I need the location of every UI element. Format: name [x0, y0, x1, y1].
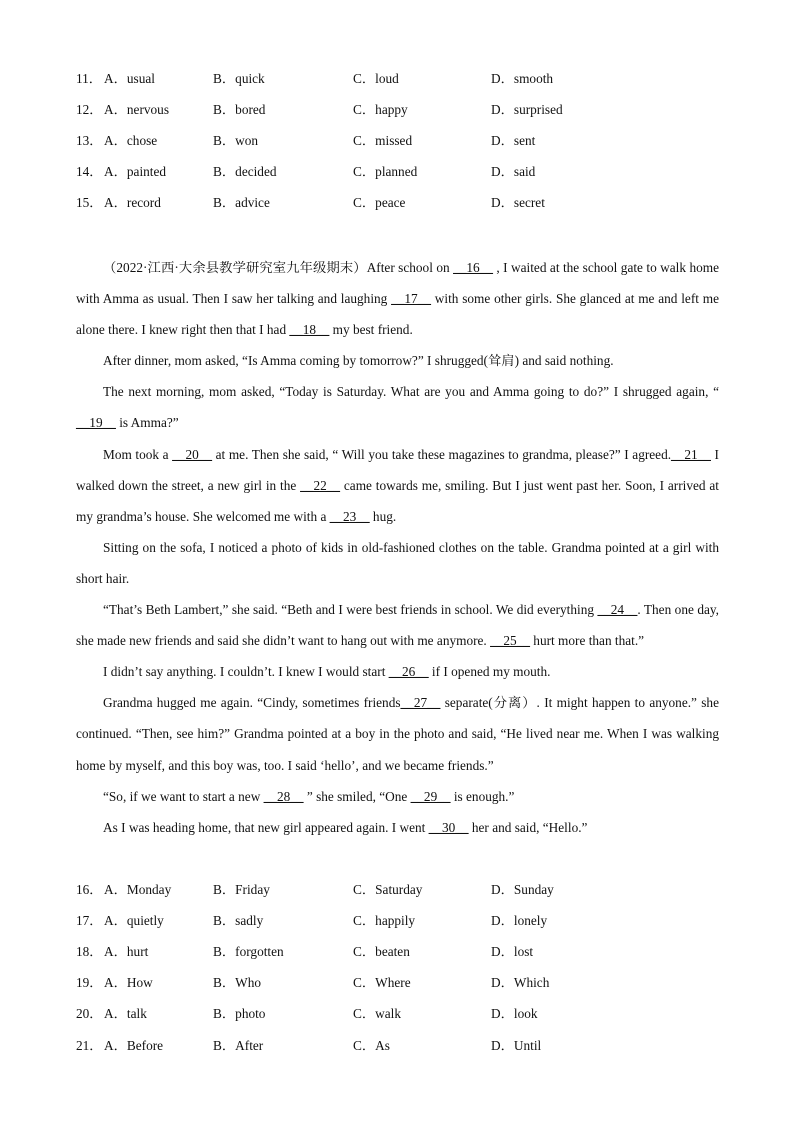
source-label: （2022·江西·大余县教学研究室九年级期末）: [103, 260, 367, 275]
blank-29: __29__: [410, 788, 451, 804]
option-d: D．sent: [491, 133, 536, 149]
question-number: 12．: [76, 102, 103, 118]
question-number: 17．: [76, 913, 103, 929]
option-c: C．Saturday: [353, 882, 423, 897]
question-number: 18．: [76, 944, 103, 960]
text: “That’s Beth Lambert,” she said. “Beth and I were best friends in school. We did everything: [103, 602, 598, 618]
option-c: C．missed: [353, 133, 413, 149]
question-number: 19．: [76, 975, 103, 991]
blank-16: __16__: [453, 260, 493, 275]
option-c: C．happy: [353, 102, 408, 118]
question-number: 14．: [76, 164, 103, 180]
blank-19: __19__: [76, 415, 116, 431]
blank-21: __21__: [671, 446, 711, 462]
option-a: A．nervous: [104, 102, 169, 118]
text: hurt more than that.”: [529, 633, 645, 649]
text: with some other girls. She glanced at me and left me alone there. I knew right then that I had: [76, 291, 719, 338]
text: As I was heading home, that new girl appeared again. I went: [103, 819, 429, 835]
blank-20: __20__: [172, 446, 213, 462]
text: . Then one day, she made new friends and said she didn’t want to hang out with me anymore.: [76, 602, 719, 649]
text: my best friend.: [329, 322, 413, 338]
option-b: B．bored: [213, 102, 266, 118]
text: I walked down the street, a new girl in the: [76, 446, 719, 493]
paragraph-9: [76, 781, 719, 812]
text: After school on: [366, 260, 454, 275]
option-d: D．said: [491, 164, 536, 180]
option-a: A．chose: [104, 133, 158, 149]
text: is enough.”: [450, 788, 515, 804]
blank-25: __25__: [490, 633, 530, 649]
text: separate(分离）. It might happen to anyone.” she continued. “Then, see him?” Grandma pointed at a boy in the photo and said, “He lived near me. When I was walking home by myself, and this boy was, too. I said ‘hello’, and we became friends.”: [76, 695, 719, 773]
question-number: 11．: [76, 71, 103, 86]
option-a: A．usual: [104, 71, 155, 86]
option-b: B．Friday: [213, 882, 270, 897]
option-b: B．After: [213, 1037, 264, 1053]
option-b: B．quick: [213, 71, 265, 86]
text: is Amma?”: [115, 415, 179, 431]
option-a: A．Monday: [104, 882, 172, 897]
option-b: B．sadly: [213, 913, 264, 929]
text: her and said, “Hello.”: [468, 819, 588, 835]
paragraph-5: Sitting on the sofa, I noticed a photo of kids in old-fashioned clothes on the table. Grandma pointed at a girl with short hair.: [76, 539, 719, 586]
blank-22: __22__: [300, 477, 341, 493]
blank-18: __18__: [289, 322, 330, 338]
paragraph-8: [76, 687, 719, 780]
text: The next morning, mom asked, “Today is Saturday. What are you and Amma going to do?” I shrugged again, “: [103, 384, 719, 400]
option-a: A．record: [104, 195, 161, 211]
option-c: C．planned: [353, 164, 418, 180]
paragraph-3: [76, 376, 719, 438]
blank-26: __26__: [388, 664, 429, 680]
blank-24: __24__: [597, 602, 638, 618]
paragraph-7: [76, 656, 719, 687]
option-a: A．painted: [104, 164, 167, 180]
option-b: B．Who: [213, 975, 262, 991]
text: Mom took a: [103, 446, 173, 462]
option-b: B．photo: [213, 1006, 266, 1022]
option-c: C．peace: [353, 195, 406, 211]
option-b: B．decided: [213, 164, 277, 180]
text: came towards me, smiling. But I just went past her. Soon, I arrived at my grandma’s house. She welcomed me with a: [76, 477, 719, 524]
option-a: A．How: [104, 975, 153, 991]
text: at me. Then she said, “ Will you take these magazines to grandma, please?” I agreed.: [212, 446, 672, 462]
blank-27: __27__: [400, 695, 441, 711]
blank-17: __17__: [391, 291, 431, 307]
option-a: A．hurt: [104, 944, 149, 960]
paragraph-2: After dinner, mom asked, “Is Amma coming by tomorrow?” I shrugged(耸肩) and said nothing.: [103, 353, 614, 369]
option-d: D．lonely: [491, 913, 548, 929]
option-d: D．smooth: [491, 71, 554, 86]
text: “So, if we want to start a new: [103, 788, 264, 804]
option-c: C．beaten: [353, 944, 410, 960]
option-d: D．surprised: [491, 102, 563, 118]
option-d: D．Sunday: [491, 882, 554, 897]
option-d: D．lost: [491, 944, 534, 960]
option-b: B．forgotten: [213, 944, 284, 960]
option-b: B．won: [213, 133, 259, 149]
option-c: C．happily: [353, 913, 416, 929]
question-number: 21．: [76, 1037, 103, 1053]
paragraph-6: [76, 594, 719, 656]
text: I didn’t say anything. I couldn’t. I knew I would start: [103, 664, 389, 680]
question-number: 15．: [76, 195, 103, 211]
question-number: 13．: [76, 133, 103, 149]
paragraph-4: [76, 439, 719, 532]
option-c: C．walk: [353, 1006, 402, 1022]
option-d: D．look: [491, 1006, 538, 1022]
option-d: D．Until: [491, 1037, 542, 1053]
blank-30: __30__: [428, 819, 469, 835]
question-number: 20．: [76, 1006, 103, 1022]
blank-28: __28__: [263, 788, 304, 804]
option-a: A．Before: [104, 1037, 164, 1053]
option-d: D．Which: [491, 975, 550, 991]
paragraph-1: [76, 252, 719, 345]
text: Grandma hugged me again. “Cindy, sometimes friends: [103, 695, 401, 711]
option-a: A．talk: [104, 1006, 147, 1022]
option-a: A．quietly: [104, 913, 164, 929]
option-c: C．Where: [353, 975, 411, 991]
option-d: D．secret: [491, 195, 545, 211]
option-b: B．advice: [213, 195, 270, 211]
blank-23: __23__: [329, 508, 370, 524]
option-c: C．loud: [353, 71, 399, 86]
cloze-passage: [76, 252, 719, 843]
text: ” she smiled, “One: [303, 788, 411, 804]
text: , I waited at the school gate to walk home with Amma as usual. Then I saw her talking and laughing: [76, 260, 719, 307]
paragraph-10: [76, 812, 719, 843]
text: hug.: [369, 508, 397, 524]
option-c: C．As: [353, 1037, 390, 1053]
question-number: 16．: [76, 882, 103, 897]
text: if I opened my mouth.: [428, 664, 551, 680]
